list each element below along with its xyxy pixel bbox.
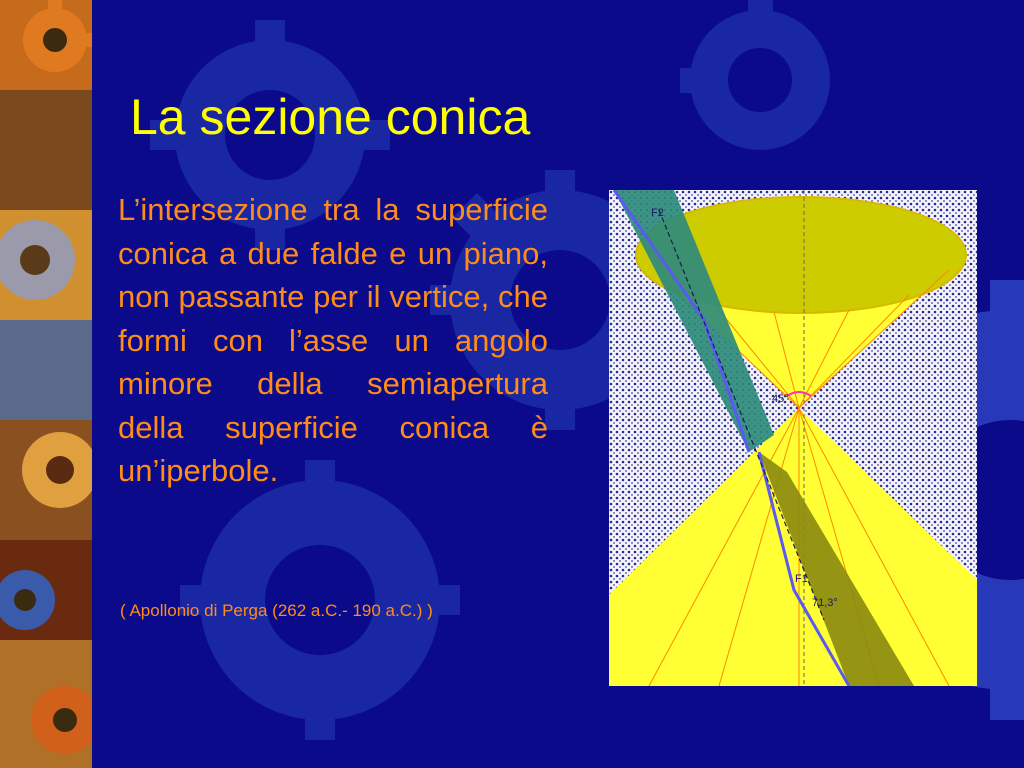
label-f2: F2 xyxy=(651,207,664,219)
cone-diagram xyxy=(609,190,977,686)
left-decorative-strip xyxy=(0,0,92,768)
gear-icon xyxy=(680,0,830,150)
label-f1: F1 xyxy=(795,573,808,585)
gear-icon xyxy=(180,460,460,740)
hyperbola-cone-figure xyxy=(609,190,977,686)
slide-title: La sezione conica xyxy=(130,89,531,145)
citation: ( Apollonio di Perga (262 a.C.- 190 a.C.) ) xyxy=(120,601,433,620)
label-vertex-angle: 45° xyxy=(772,393,789,405)
label-bottom-angle: 71,3° xyxy=(812,597,838,609)
body-paragraph: L’intersezione tra la superficie conica a due falde e un piano, non passante per il vertice, che formi con l’asse un angolo minore della semiapertura della superficie conica è un’iperbole. xyxy=(118,192,548,488)
